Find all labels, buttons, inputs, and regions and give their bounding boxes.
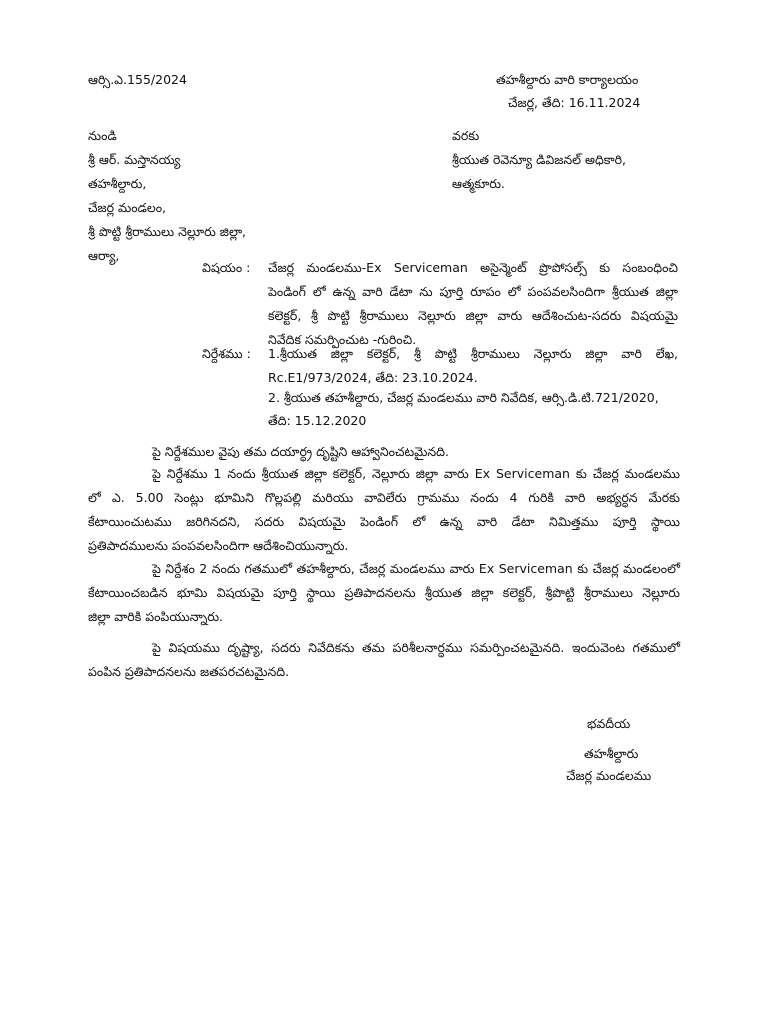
closing-text: భవదీయ xyxy=(587,716,631,731)
from-line: తహశీల్దారు, xyxy=(88,176,147,191)
reference-line: Rc.E1/973/2024, తేది: 23.10.2024. xyxy=(268,370,478,385)
to-line: ఆత్మకూరు. xyxy=(452,176,505,191)
reference-line: తేది: 15.12.2020 xyxy=(268,413,367,428)
body-paragraph-4-line: పై విషయము దృష్ట్యా, సదరు నివేదికను తమ పరిశీలనార్ధము సమర్పించటమైనది. ఇందువెంట గతములో xyxy=(152,640,680,655)
references-label: నిర్దేశము : xyxy=(202,346,251,361)
from-block xyxy=(88,124,246,268)
body-paragraph-2-line: పై నిర్దేశము 1 నందు శ్రీయుత జిల్లా కలెక్టర్, నెల్లూరు జిల్లా వారు Ex Serviceman కు చేజర్ల మండలము xyxy=(152,466,680,481)
subject-line: పెండింగ్ లో ఉన్న వారి డేటా ను పూర్తి రూపం లో పంపవలసిందిగా శ్రీయుత జిల్లా xyxy=(268,284,678,299)
to-block xyxy=(452,124,626,196)
subject-line: చేజర్ల మండలము-Ex Serviceman అసైన్మెంట్ ప్రొపోసల్స్ కు సంబంధించి xyxy=(268,260,678,275)
from-label: నుండి xyxy=(88,128,117,143)
body-paragraph-1: పై నిర్దేశముల వైపు తమ దయార్ధ్ర దృష్టిని ఆహ్వానించటమైనది. xyxy=(152,444,449,459)
body-paragraph-2-line: లో ఎ. 5.00 సెంట్లు భూమిని గొల్లపల్లి మరియు వావిలేరు గ్రామము నందు 4 గురికి వారి అభ్యర్ధన మేరకు xyxy=(88,490,680,505)
from-line: శ్రీ పొట్టి శ్రీరాములు నెల్లూరు జిల్లా, xyxy=(88,224,247,239)
to-label: వరకు xyxy=(452,128,480,143)
subject-label: విషయం : xyxy=(202,260,251,275)
from-line: శ్రీ ఆర్. మస్తానయ్య xyxy=(88,152,181,167)
subject-line: నివేదిక సమర్పించుట -గురించి. xyxy=(268,332,417,347)
office-title: తహశీల్దారు వారి కార్యాలయం xyxy=(496,72,639,87)
body-paragraph-3-line: జిల్లా వారికి పంపియున్నారు. xyxy=(88,609,223,624)
reference-number: ఆర్సి.ఎ.155/2024 xyxy=(88,72,187,87)
body-paragraph-3-line: కేటాయించబడిన భూమి విషయమై పూర్తి స్థాయి ప్రతిపాదనలను శ్రీయుత జిల్లా కలెక్టర్, శ్రీపొట్టి శ్రీరాములు నెల్లూరు xyxy=(88,585,680,600)
reference-line: 2. శ్రీయుత తహశీల్దారు, చేజర్ల మండలము వారి నివేదిక, ఆర్సి.డి.టి.721/2020, xyxy=(268,390,659,405)
signatory-designation: తహశీల్దారు xyxy=(584,746,639,761)
from-line: చేజర్ల మండలం, xyxy=(88,200,167,215)
reference-line: 1.శ్రీయుత జిల్లా కలెక్టర్, శ్రీ పొట్టి శ్రీరాములు నెల్లూరు జిల్లా వారి లేఖ, xyxy=(268,346,678,361)
body-paragraph-4-line: పంపిన ప్రతిపాదనలను జతపరచటమైనది. xyxy=(88,664,290,679)
to-line: శ్రీయుత రెవెన్యూ డివిజనల్ అధికారి, xyxy=(452,152,627,167)
body-paragraph-2-line: ప్రతిపాదములను పంపవలసిందిగా ఆదేశించియున్నారు. xyxy=(88,538,349,553)
place-date: చేజర్ల, తేది: 16.11.2024 xyxy=(508,95,641,110)
body-paragraph-3-line: పై నిర్దేశం 2 నందు గతములో తహశీల్దారు, చేజర్ల మండలము వారు Ex Serviceman కు చేజర్ల మండలంలో xyxy=(152,561,680,576)
signatory-mandal: చేజర్ల మండలము xyxy=(566,768,652,783)
body-paragraph-2-line: కేటాయించుటము జరిగినదని, సదరు విషయమై పెండింగ్ లో ఉన్న వారి డేటా నిమిత్తము పూర్తి స్థాయి xyxy=(88,514,680,529)
subject-line: కలెక్టర్, శ్రీ పొట్టి శ్రీరాములు నెల్లూరు జిల్లా వారు ఆదేశించుట-సదరు విషయమై xyxy=(268,308,678,323)
salutation: ఆర్యా, xyxy=(88,248,120,263)
